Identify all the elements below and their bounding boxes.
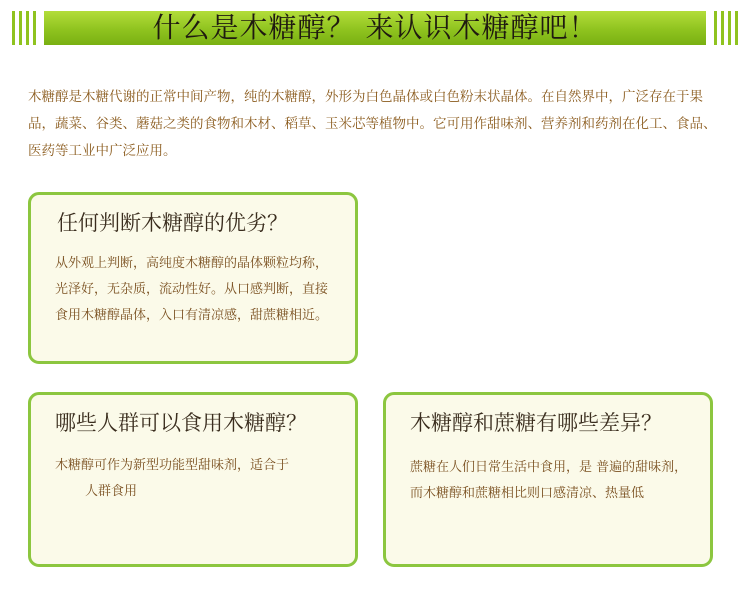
card-body: 蔗糖在人们日常生活中食用，是 普遍的甜味剂，而木糖醇和蔗糖相比则口感清凉、热量低	[410, 460, 688, 501]
card-title: 任何判断木糖醇的优劣？	[57, 211, 288, 235]
card-body-line: 人群食用	[85, 484, 138, 499]
title-banner	[12, 11, 738, 45]
intro-paragraph: 木糖醇是木糖代谢的正常中间产物，纯的木糖醇，外形为白色晶体或白色粉末状晶体。在自然界中，广泛存在于果品，蔬菜、谷类、蘑菇之类的食物和木材、稻草、玉米芯等植物中。它可用作甜味剂、营养剂和药剂在化工、食品、医药等工业中广泛应用。	[28, 89, 717, 159]
card-quality-judgement	[28, 192, 358, 364]
card-title: 木糖醇和蔗糖有哪些差异？	[410, 411, 662, 435]
page-title: 什么是木糖醇？ 来认识木糖醇吧！	[152, 11, 598, 44]
card-title: 哪些人群可以食用木糖醇？	[55, 411, 307, 435]
card-body: 从外观上判断，高纯度木糖醇的晶体颗粒均称，光泽好，无杂质，流动性好。从口感判断，直接食用木糖醇晶体，入口有清凉感，甜蔗糖相近。	[55, 256, 329, 323]
card-xylitol-vs-sucrose	[383, 392, 713, 567]
card-body	[55, 453, 337, 505]
card-suitable-people	[28, 392, 358, 567]
card-body-line: 木糖醇可作为新型功能型甜味剂，适合于	[55, 458, 290, 473]
